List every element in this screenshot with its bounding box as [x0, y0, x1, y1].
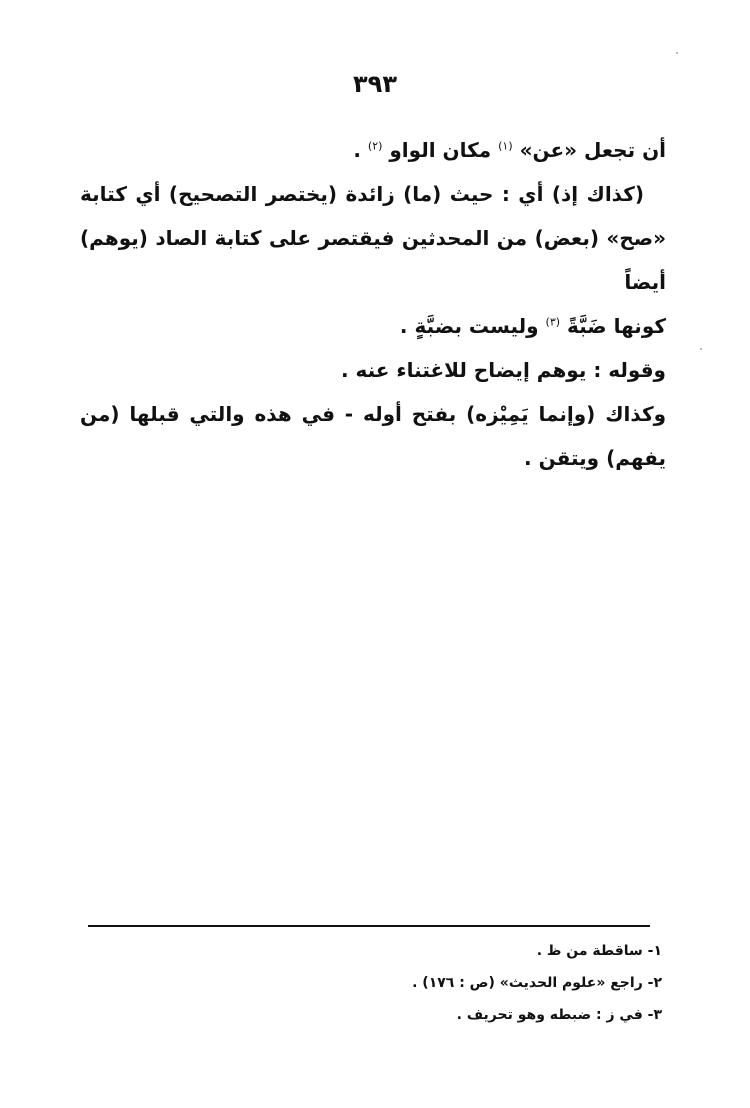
- paragraph-1-text-end: .: [353, 138, 361, 162]
- footnotes: [100, 935, 662, 1031]
- scan-speck: [676, 52, 678, 54]
- paragraph-2-continued: [80, 304, 666, 348]
- paragraph-2-continued-end: وليست بضبَّةٍ .: [399, 314, 539, 338]
- footnote-2: ٢- راجع «علوم الحديث» (ص : ١٧٦) .: [412, 975, 662, 991]
- paragraph-1: [80, 128, 666, 172]
- paragraph-1-text-start: أن تجعل «عن»: [519, 138, 666, 162]
- main-text: [80, 128, 666, 480]
- footnote-1: ١- ساقطة من ظ .: [536, 943, 662, 959]
- paragraph-1-text-middle: مكان الواو: [389, 138, 492, 162]
- page-number: ٣٩٣: [353, 70, 397, 98]
- paragraph-2: (كذاك إذ) أي : حيث (ما) زائدة (يختصر التصحيح) أي كتابة «صح» (بعض) من المحدثين فيقتصر على كتابة الصاد (يوهم) أيضاً: [80, 182, 666, 294]
- footnote-separator-line: [88, 925, 650, 927]
- paragraph-3: وقوله : يوهم إيضاح للاغتناء عنه .: [340, 358, 666, 382]
- paragraph-4: وكذاك (وإنما يَمِيْزه) بفتح أوله - في هذه والتي قبلها (من يفهم) ويتقن .: [80, 402, 666, 470]
- footnote-ref-1: (١): [498, 139, 513, 153]
- footnote-ref-2: (٢): [367, 139, 383, 153]
- paragraph-2-continued-start: كونها ضَبَّةً: [567, 314, 666, 338]
- footnote-ref-3: (٣): [545, 315, 561, 329]
- scan-speck: [700, 348, 702, 350]
- footnote-3: ٣- في ز : ضبطه وهو تحريف .: [456, 1007, 662, 1023]
